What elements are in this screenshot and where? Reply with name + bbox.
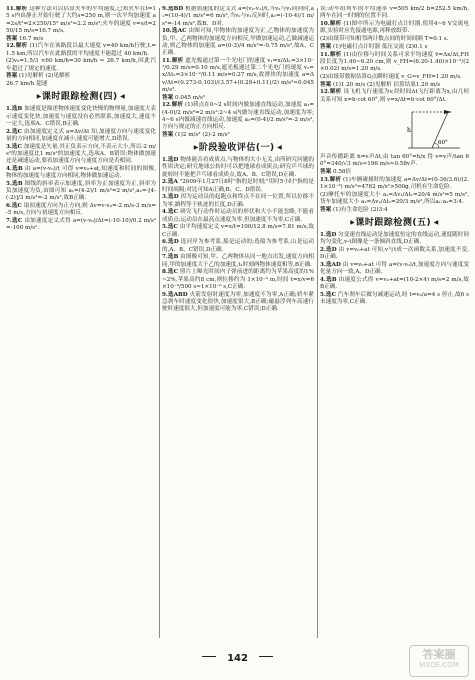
paragraph: 3.选AD 由 v=v₀+at 可得 a=(v-v₀)/t,加速度方向与速度变化量方向一致,A、D正确.	[320, 261, 469, 275]
paragraph: 答案 (1)电磁打点计时器 低压交流 (2)0.1 s	[320, 43, 428, 50]
paragraph: (2)由纸带可知相邻两计数点间的时间间隔 T=0.1 s.	[320, 36, 449, 42]
column-divider	[317, 8, 318, 638]
page	[6, 6, 469, 646]
paragraph: 10.选AC 由图可知,甲物体的加速度为正,乙物体的加速度为负,甲、乙两物体的加速度方向相反,甲做加速运动,乙做减速运动,则乙物体的加速度 a=(0-3)/4 m/s²=-0.75 m/s²,故A、C正确.	[162, 28, 314, 56]
watermark-title: 答案圈	[422, 648, 456, 661]
paragraph: 5.选C 汽车刹车后做匀减速运动,经 t=v₀/a=4 s 停止,故6 s末速度为零,C正确.	[320, 291, 469, 305]
paragraph: 答案 0.58倍	[320, 168, 352, 175]
paragraph: 1.选B 加速度是描述物体速度变化快慢的物理量,加速度大表示速度变化快,加速度与速度没有必然联系,加速度大,速度不一定大,选项A、C错误,B正确.	[6, 106, 156, 127]
paragraph: 11.解析 遮光板通过第一个光电门的速度 v₁=x/Δt₁=3×10⁻²/0.29 m/s=0.10 m/s,遮光板通过第二个光电门的速度 v₂=x/Δt₂=3×10⁻²/0.11 m/s=0.27 m/s,故滑块的加速度 a=Δv/Δt=(0.273-0.103)/(3.57+(0.29+0.11)/2) m/s²≈0.045 m/s².	[162, 57, 314, 93]
paragraph: 3.选C 加速度是矢量,其正负表示方向,不表示大小,所以-2 m/s²的加速度比1 m/s²的加速度大,选项A、B错误;物体做加速还是减速运动,要看加速度方向与速度方向是否相同.	[6, 143, 156, 164]
paragraph: 5.选B 图线的斜率表示加速度,斜率为正加速度为正,斜率为负加速度为负,由图可知 a₁=(4-2)/1 m/s²=2 m/s²,a₂=-[4-(-2)]/3 m/s²=-2 m/s²,故B正确.	[6, 180, 156, 202]
paragraph: (2)摩托车的加速度大小 a₁=Δv₁/Δt₁=20/4 m/s²=5 m/s²,货车加速度大小 a₂=Δv₂/Δt₂=20/3 m/s²,所以a₁:a₂=3:4.	[320, 191, 469, 205]
paragraph: 误:动车组列车的平均速率 v=505 km/2 h=252.5 km/h,两车在同一时刻的位置不同.	[320, 6, 469, 20]
paragraph: 2.选D 由 v=v₀+at 可知,v与t成一次函数关系,加速度不变,D正确.	[320, 246, 469, 260]
paragraph: 11.解析 这种方法可以估算火车的平均速度,已知火车在t=15 s内由静止开始行驶了大约s=250 m,则一次平均加速度 a=2s/t²=2×250/15² m/s²≈2.2 m/s²;火车的速度 v=s/t=250/15 m/s=16.7 m/s.	[6, 6, 156, 34]
airplane-icon	[444, 110, 452, 114]
paragraph: 2.选C 由加速度定义式 a=Δv/Δt 知,加速度方向与速度变化量的方向相同,加速度在减小,速度可能增大,D错误.	[6, 128, 156, 142]
paragraph: 8.选C 照片上曝光时间内子弹前进的距离约为苹果高度的1%~2%,苹果高约8 cm,则位移约为 1×10⁻³ m,时间 t=x/v=6×10⁻⁴/500 s≈1×10⁻⁶ s,C正确.	[162, 269, 314, 290]
angle-label: 60°	[438, 139, 448, 146]
paragraph: 26.7 km/h 超速	[6, 81, 48, 87]
geometry-figure	[320, 106, 469, 152]
watermark-url: MXQE.COM	[419, 661, 459, 669]
paragraph: 答案 (1)2 m/s² (2)-2 m/s²	[162, 131, 230, 138]
col3-after	[320, 232, 469, 307]
paragraph: 9.选ABD 火箭发射时速度为零,加速度不为零,A正确;轿车紧急刹车时速度变化很快,加速度很大,B正确;磁悬浮列车高速行驶时速度很大,但加速度可能为零,C错误;D正确.	[162, 291, 314, 312]
paragraph: 12.解析 设飞机飞行速度为v,经时间Δt飞行距离为x,由几何关系可知 x=h·cot 60°,则 v=x/Δt=h·cot 60°/Δt.	[320, 89, 469, 103]
column-left	[6, 6, 156, 646]
paragraph: 4.选B 由 a=(v-v₀)/t 可得 v=v₀+at,知速度和时间的图像,物体的加速度与速度方向相同,物体做加速运动.	[6, 165, 156, 179]
paragraph: 6.选C 取初速度方向为正方向,则 Δv=v-v₀=-2 m/s-3 m/s=-5 m/s,方向与初速度方向相反.	[6, 203, 156, 217]
paragraph: 9.选BD 根据加速度的定义式 a=(v₂-v₁)/t,当v₂与v₁同向时,a₁=(10-4)/1 m/s²=6 m/s²,当v₂与v₁反向时,a₂=(-10-4)/1 m/s²=-14 m/s²,故B、D对.	[162, 6, 314, 27]
col2-after	[162, 157, 314, 313]
paragraph: 1.选D 物体能否看成质点,与物体的大小无关,由所研究问题的性质决定;研究地球公转时可以把地球看成质点;研究乒乓球的旋转时不能把乒乓球看成质点,故A、B、C错误,D正确.	[162, 157, 314, 178]
col1-before	[6, 6, 156, 88]
col2-before	[162, 6, 314, 139]
paragraph: 12.解析 (1)质点在0~2 s时间内做加速直线运动,加速度 a₁=(4-0)/2 m/s²=2 m/s²;2~4 s内做匀速直线运动,加速度为零;4~6 s内做减速直线运动,加速度 a₃=(0-4)/2 m/s²=-2 m/s²,方向与规定的正方向相反.	[162, 102, 314, 130]
page-number: 142	[227, 653, 248, 664]
paragraph: 声音传播距离 h=v声Δt,由 tan 60°=h/x 得 v=v声/tan 60°=340/√3 m/s≈196 m/s≈0.58v声.	[320, 153, 469, 167]
paragraph: 10.解析 (1)图中所示为电磁打点计时器,使用4~6 V交流电源,实验时应先接通电源,再释放纸带.	[320, 21, 469, 35]
col1-after	[6, 106, 156, 232]
col3-before	[320, 6, 469, 104]
paragraph: 2.选A "2009年1月27日8时"指的是时刻;"用时5小时"指的是时间间隔;对比可知A正确,B、C、D错误.	[162, 179, 314, 193]
page-footer	[0, 646, 475, 666]
column-right	[320, 6, 469, 646]
paragraph: 11.解析 (1)由位移与时间关系可求平均速度 v̄=Δx/Δt,FH段长度为1.40~6.20 cm,则 v_FH=(6.20-1.40)×10⁻²/(2×0.02) m/s=1.20 m/s.	[320, 51, 469, 72]
height-label: h	[407, 126, 411, 134]
paragraph: 12.解析 (1)汽车在该路段以最大速度 v=40 km/h行驶,L=1.5 km,所以汽车在此路段的平均速度不能超过 40 km/h.	[6, 43, 156, 57]
aircraft-diagram	[320, 106, 469, 152]
paragraph: 答案 (1)1.20 m/s (2)见解析 估算结果1.20 m/s	[320, 81, 441, 88]
paragraph: 6.选D 选河岸为参考系,船是运动的;选船为参考系,山是运动的,A、B、C错误,D正确.	[162, 239, 314, 253]
paragraph: 答案 (1)有生命危险 (2)3:4	[320, 206, 388, 213]
column-divider	[159, 8, 160, 638]
paragraph: 4.选B 由速度公式得 v=v₀+at=(10-2×4) m/s=2 m/s,故B正确.	[320, 276, 469, 290]
paragraph: 1.选D 匀变速直线运动是加速度恒定的直线运动,速度随时间均匀变化,v-t图像是一条倾斜直线,D正确.	[320, 231, 469, 245]
paragraph: 5.选C 由平均速度定义 v=x/t=100/12.8 m/s=7.81 m/s,故C正确.	[162, 224, 314, 238]
paragraph: (2)v₀=1.5/3 ×60 km/h=30 km/h ≈ 26.7 km/h,因此汽车超过了规定的速度.	[6, 58, 156, 72]
paragraph: 答案 0.045 m/s²	[162, 94, 206, 101]
paragraph: (2)由纸带数据估算G点瞬时速度 v_G≈v_FH=1.20 m/s.	[320, 73, 462, 80]
footer-rule-left	[202, 656, 216, 657]
paragraph: 3.选D 因为运动员的起跑点和终点不在同一位置,所以位移不为零,路程等于轨迹的长度,D正确.	[162, 194, 314, 208]
paragraph: 答案 (1)见解析 (2)见解析	[6, 73, 71, 80]
column-middle	[162, 6, 314, 646]
paragraph: 答案 16.7 m/s	[6, 35, 44, 42]
section-heading: ▶ 阶段验收评估(一) ◀	[162, 142, 314, 154]
paragraph: 13.解析 (1)车辆碰撞时的加速度 a=Δv/Δt=(0-36/3.6)/(2.1×10⁻³) m/s²≈4762 m/s²>500g,司机有生命危险.	[320, 176, 469, 190]
paragraph: 4.选C 研究飞行动作时运动员的形状和大小不能忽略,不能看成质点;运动员在最高点速度为零,但加速度不为零,C正确.	[162, 209, 314, 223]
footer-rule-right	[259, 656, 273, 657]
section-heading: ▶ 课时跟踪检测(四) ◀	[6, 91, 156, 103]
section-heading: ▶ 课时跟踪检测(五) ◀	[320, 217, 469, 229]
col3-mid	[320, 154, 469, 214]
paragraph: 7.选B 由图像可知,甲、乙两物体从同一地点出发,速度方向相同,甲的加速度大于乙的加速度,t₁时刻两物体速度相等,B正确.	[162, 254, 314, 268]
watermark-logo	[409, 645, 469, 677]
paragraph: 7.选C 由加速度定义式得 a=(v-v₀)/Δt=(-10-10)/0.2 m/s²=-100 m/s².	[6, 218, 156, 232]
